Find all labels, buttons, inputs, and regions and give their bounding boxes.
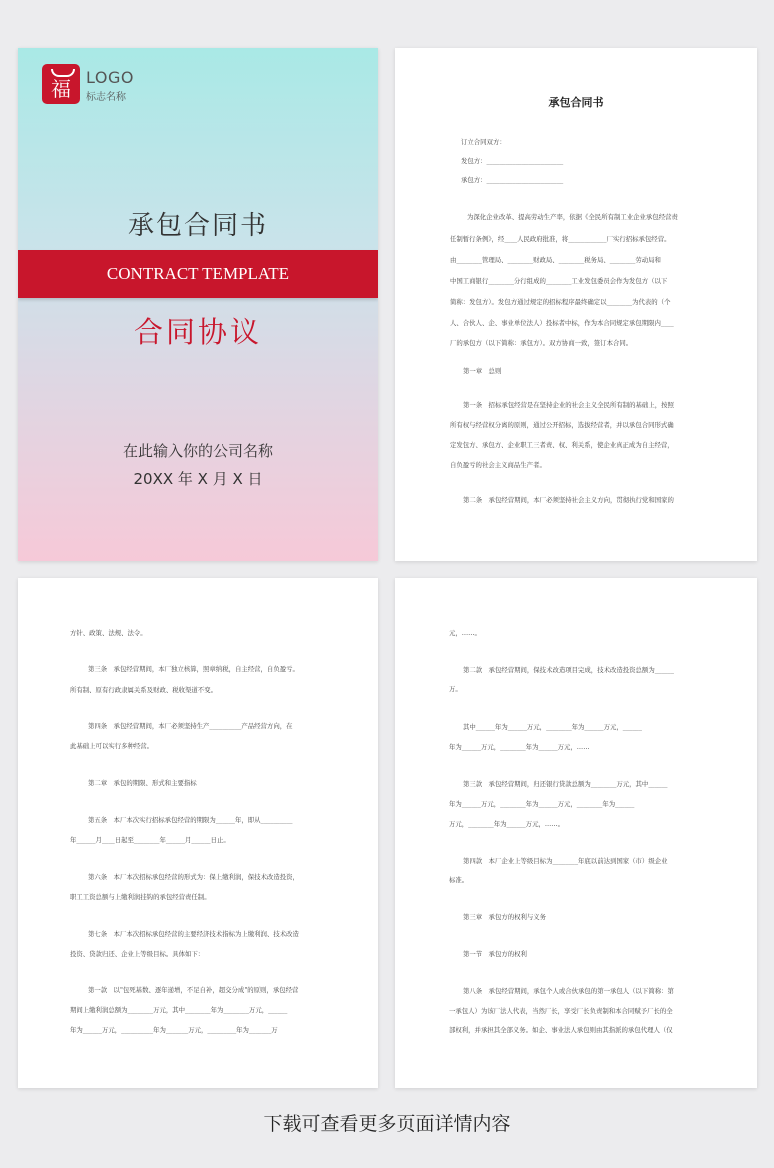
text-line: 由________管理局、________财政局、________税务局、________劳动局和 [450,256,661,264]
cover-subtitle: 合同协议 [133,315,262,349]
text-line: 第二条 承包经营期间，本厂必须坚持社会主义方向，贯彻执行党和国家的 [463,496,674,504]
text-line: 期间上缴利润总额为________万元，其中________年为________万元，______ [70,1006,288,1014]
text-line: 厂的承包方（以下简称：承包方）。双方协商一致，签订本合同。 [450,339,633,347]
text-line: 万。 [449,685,462,693]
section-heading: 第一节 承包方的权利 [463,950,527,958]
document-title: 承包合同书 [548,96,604,109]
text-line: 第二款 承包经营期间，保技术改造项目完成，技术改造投资总额为______ [463,666,674,674]
text-line: 自负盈亏的社会主义商品生产者。 [450,461,546,469]
title-band [18,250,378,298]
text-line: 定发包方、承包方、企业职工三者责、权、利关系，使企业真正成为自主经营， [450,441,674,449]
company-name: 在此输入你的公司名称 [122,442,273,460]
text-line: 标准。 [449,876,469,884]
chapter-heading: 第一章 总则 [463,367,502,375]
text-line: 一承包人）为该厂法人代表，当然厂长，享受厂长负责制和本合同赋予厂长的全 [449,1007,673,1015]
cover-date: 20XX 年 X 月 X 日 [133,470,263,488]
text-line: 万元，________年为______万元，……。 [449,820,565,828]
band-text: CONTRACT TEMPLATE [106,264,290,283]
text-line: 此基础上可以实行多种经营。 [70,742,154,750]
text-line: 元，……。 [449,629,481,637]
text-line: 所有权与经营权分离的原则，通过公开招标，选拔经营者，并以承包合同形式确 [450,421,674,429]
contract-page-1 [395,48,757,561]
chapter-heading: 第三章 承包方的权利与义务 [463,913,547,921]
text-line: 职工工资总额与上缴利润挂钩的承包经营责任制。 [70,893,211,901]
text-line: 其中______年为______万元，________年为______万元，______ [463,723,642,731]
text-line: 第三条 承包经营期间，本厂独立核算，照章纳税，自主经营，自负盈亏。 [88,665,299,673]
text-line: 发包方：________________________ [461,157,564,165]
contract-page-3 [395,578,757,1088]
text-line: 第一款 以"包死基数、逐年递增，不足自补，超交分成"的原则，承包经营 [88,986,299,994]
text-line: 第三款 承包经营期间，归还银行贷款总额为________万元，其中______ [463,780,668,788]
text-line: 第四条 承包经营期间，本厂必须坚持生产__________产品经营方向，在 [88,722,293,730]
text-line: 为深化企业改革、提高劳动生产率，依据《全民所有制工业企业承包经营责 [467,213,678,221]
logo-text: LOGO [86,68,134,87]
text-line: 中国工商银行________分行组成的________工业发包委员会作为发包方（以下 [450,277,668,285]
text-line: 年为______万元，________年为______万元，________年为______ [449,800,635,808]
download-hint: 下载可查看更多页面详情内容 [263,1113,511,1135]
text-line: 简称：发包方）。发包方通过规定的招标程序最终确定以________为代表的（个 [450,298,671,306]
text-line: 承包方：________________________ [461,176,564,184]
text-line: 第六条 本厂本次招标承包经营的形式为：保上缴利润，保技术改造投资， [88,873,299,881]
chapter-heading: 第二章 承包的期限、形式和主要指标 [88,779,197,787]
text-line: 部权利，并承担其全部义务。如企、事业法人承包则由其指派的承包代理人（仅 [449,1026,673,1034]
text-line: 第四款 本厂企业上等级目标为________年底以前达到国家（市）级企业 [463,857,668,865]
cover-title: 承包合同书 [127,211,268,241]
logo-subtitle: 标志名称 [86,92,126,103]
text-line: 订立合同双方： [461,138,506,146]
text-line: 人、合伙人、企、事业单位法人）投标者中标，作为本合同规定承包期限内____ [450,319,674,327]
text-line: 第八条 承包经营期间，承包个人或合伙承包的第一承包人（以下简称：第 [463,987,674,995]
text-line: 年为______万元，________年为______万元，…… [449,743,590,751]
text-line: 方针、政策、法规、法令。 [70,629,147,637]
cover-page [18,48,378,561]
text-line: 所有制、原有行政隶属关系及财政、税收渠道不变。 [70,686,217,694]
text-line: 任制暂行条例》，经____人民政府批准，将____________厂实行招标承包经营。 [450,235,671,243]
logo-icon: 福 [42,64,80,104]
text-line: 年为______万元，__________年为_______万元，_________年为_______万 [70,1026,278,1034]
text-line: 第七条 本厂本次招标承包经营的主要经济技术指标为上缴利润、技术改造 [88,930,299,938]
text-line: 第五条 本厂本次实行招标承包经营的期限为______年，即从__________ [88,816,293,824]
contract-page-2 [18,578,378,1088]
text-line: 年______月____日起至________年______月______日止。 [70,836,230,844]
text-line: 第一条 招标承包经营是在坚持企业的社会主义全民所有制的基础上，按照 [463,401,674,409]
text-line: 投资、贷款归还、企业上等级目标。具体如下： [70,950,205,958]
